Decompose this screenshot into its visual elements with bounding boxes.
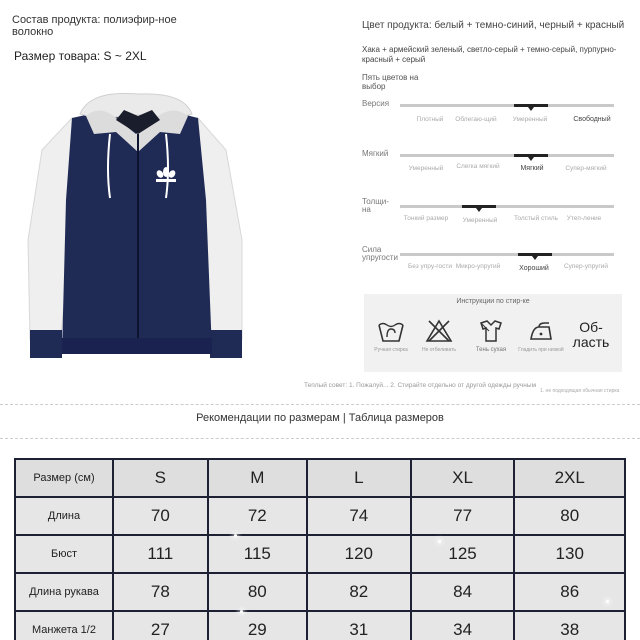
attr-track-thickness <box>400 205 614 208</box>
attr-marker-thickness <box>462 205 496 208</box>
care-area-text: Об-ласть <box>572 319 610 350</box>
attr-label-elasticity: Сила упругости <box>362 245 399 262</box>
row-label: Манжета 1/2 <box>16 612 112 640</box>
attr-option: Плотный <box>416 116 444 123</box>
table-header-label: Размер (см) <box>16 460 112 496</box>
row-label: Длина <box>16 498 112 534</box>
table-cell: 78 <box>114 574 207 610</box>
sparkle-decoration <box>438 540 441 543</box>
row-label: Длина рукава <box>16 574 112 610</box>
table-header-row <box>16 460 624 496</box>
table-cell: 72 <box>209 498 306 534</box>
attr-option: Мягкий <box>520 165 544 172</box>
attr-option: Облегаю-щий <box>455 116 497 123</box>
size-column-header: S <box>114 460 207 496</box>
attr-option: Свободный <box>573 116 611 123</box>
size-table <box>14 458 626 640</box>
care-instructions-box <box>364 294 622 372</box>
sparkle-decoration <box>240 610 243 613</box>
table-cell: 120 <box>308 536 410 572</box>
care-item-area <box>568 320 614 350</box>
sparkle-decoration <box>234 534 237 537</box>
size-column-header: XL <box>412 460 514 496</box>
care-caption: Гладить при низкой <box>518 347 564 353</box>
attr-track-version <box>400 104 614 107</box>
tip-text: Теплый совет: 1. Пожалуй... 2. Стирайте отдельно от другой одежды ручным <box>304 382 537 389</box>
product-color-text: Цвет продукта: белый + темно-синий, черный + красный <box>362 20 625 31</box>
attr-option: Без упру-гости <box>408 263 452 270</box>
divider <box>0 438 640 439</box>
table-cell: 38 <box>515 612 624 640</box>
attr-option: Супер-мягкий <box>565 165 607 172</box>
row-label: Бюст <box>16 536 112 572</box>
care-caption: Не отбеливать <box>421 347 457 353</box>
attr-option: Слегка мягкий <box>456 163 500 170</box>
table-cell: 111 <box>114 536 207 572</box>
attr-option: Толстый стиль <box>513 215 559 222</box>
size-column-header: M <box>209 460 306 496</box>
attr-option: Умеренный <box>512 116 548 123</box>
divider <box>0 404 640 405</box>
attr-option: Микро-упругий <box>455 263 501 270</box>
table-cell: 130 <box>515 536 624 572</box>
tip-small-text: 1. не подходящая обычная стирка <box>540 388 620 394</box>
attr-marker-version <box>514 104 548 107</box>
care-item-iron <box>518 318 564 353</box>
shade-dry-icon <box>468 318 514 344</box>
attr-marker-elasticity <box>518 253 552 256</box>
table-cell: 125 <box>412 536 514 572</box>
care-item-shade-dry <box>468 318 514 353</box>
attr-option: Хороший <box>519 265 549 272</box>
attr-label-version: Версия <box>362 99 390 108</box>
iron-low-icon <box>518 318 564 344</box>
table-cell: 82 <box>308 574 410 610</box>
table-cell: 29 <box>209 612 306 640</box>
care-title: Инструкции по стир-ке <box>456 298 530 305</box>
attr-track-elasticity <box>400 253 614 256</box>
table-row <box>16 574 624 610</box>
attr-label-softness: Мягкий <box>362 149 389 158</box>
size-column-header: L <box>308 460 410 496</box>
attr-option: Супер-упругий <box>563 263 609 270</box>
table-cell: 77 <box>412 498 514 534</box>
attr-option: Утеп-ление <box>566 215 602 222</box>
color-combos-text: Хака + армейский зеленый, светло-серый + темно-серый, пурпурно-красный + серый <box>362 45 617 64</box>
no-bleach-icon <box>416 318 462 344</box>
attr-label-thickness: Толщи-на <box>362 197 389 214</box>
care-caption: Тень сухая <box>475 347 507 353</box>
sparkle-decoration <box>606 600 609 603</box>
table-cell: 86 <box>515 574 624 610</box>
table-cell: 80 <box>515 498 624 534</box>
care-item-no-bleach <box>416 318 462 353</box>
table-row <box>16 536 624 572</box>
attr-option: Тонкий размер <box>403 215 449 222</box>
attr-track-softness <box>400 154 614 157</box>
composition-text: Состав продукта: полиэфир-ное волокно <box>12 14 177 38</box>
care-item-hand-wash <box>368 318 414 353</box>
care-caption: Ручная стирка <box>374 347 408 353</box>
attr-option: Умеренный <box>408 165 444 172</box>
table-cell: 70 <box>114 498 207 534</box>
jacket-image <box>20 90 260 370</box>
table-cell: 80 <box>209 574 306 610</box>
attr-marker-softness <box>514 154 548 157</box>
size-column-header: 2XL <box>515 460 624 496</box>
size-range-text: Размер товара: S ~ 2XL <box>14 49 147 63</box>
table-cell: 31 <box>308 612 410 640</box>
hand-wash-icon <box>368 318 414 344</box>
attr-option: Умеренный <box>462 217 498 224</box>
table-cell: 74 <box>308 498 410 534</box>
five-colors-text: Пять цветов на выбор <box>362 73 419 91</box>
table-cell: 27 <box>114 612 207 640</box>
table-cell: 84 <box>412 574 514 610</box>
table-row <box>16 612 624 640</box>
table-cell: 34 <box>412 612 514 640</box>
table-cell: 115 <box>209 536 306 572</box>
size-recommendations-heading: Рекомендации по размерам | Таблица размеров <box>196 412 444 424</box>
table-row <box>16 498 624 534</box>
